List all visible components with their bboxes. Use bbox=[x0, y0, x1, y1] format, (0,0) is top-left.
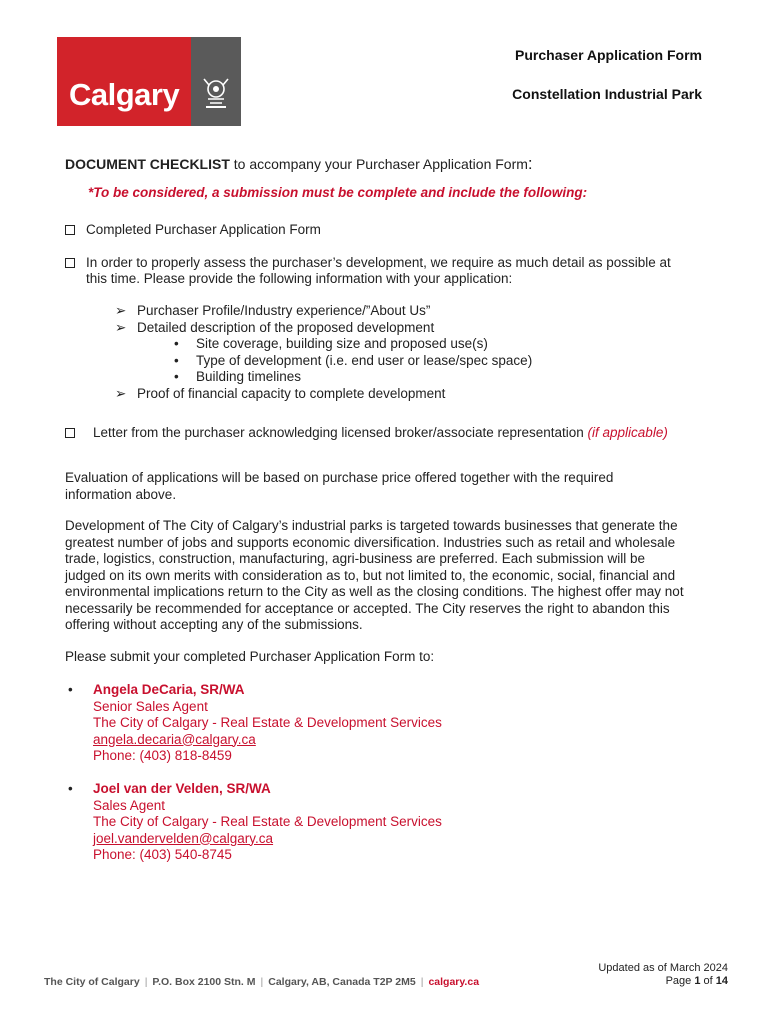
footer-location: Calgary, AB, Canada T2P 2M5 bbox=[268, 976, 416, 988]
page-info bbox=[598, 962, 728, 988]
footer-org: The City of Calgary bbox=[44, 976, 140, 988]
checklist-heading-rest: to accompany your Purchaser Application Form bbox=[229, 156, 528, 172]
page-number: Page 1 of 14 bbox=[665, 975, 728, 987]
city-crest-icon bbox=[200, 73, 232, 113]
checklist-heading bbox=[65, 154, 533, 174]
contact-name: Joel van der Velden, SR/WA bbox=[93, 781, 271, 796]
submission-notice: *To be considered, a submission must be complete and include the following: bbox=[88, 185, 588, 200]
dot-bullet-icon: • bbox=[68, 682, 73, 697]
contact-email-link[interactable]: angela.decaria@calgary.ca bbox=[93, 731, 256, 747]
contact-name: Angela DeCaria, SR/WA bbox=[93, 682, 245, 697]
checklist-heading-colon: : bbox=[527, 154, 533, 173]
paragraph-line: trade, logistics, construction, manufacturing, agri-business are preferred. Each submission will be bbox=[65, 551, 646, 566]
paragraph-line: necessarily be recommended for acceptance or accepted. The City reserves the right to abandon this bbox=[65, 600, 670, 616]
footer-address: The City of Calgary | P.O. Box 2100 Stn. M | Calgary, AB, Canada T2P 2M5 | calgary.ca bbox=[44, 976, 480, 988]
updated-date: Updated as of March 2024 bbox=[598, 962, 728, 974]
logo-text: Calgary bbox=[69, 77, 180, 112]
checklist-item-broker bbox=[93, 425, 668, 442]
crest-panel bbox=[191, 37, 241, 126]
paragraph-line: environmental implications return to the City as well as the closing conditions. The highest offer may not bbox=[65, 584, 684, 599]
contact-email-link[interactable]: joel.vandervelden@calgary.ca bbox=[93, 830, 274, 846]
arrow-bullet-icon: ➢ bbox=[115, 386, 127, 401]
calgary-logo bbox=[57, 37, 191, 126]
checkbox-broker-letter[interactable] bbox=[65, 428, 75, 438]
paragraph-line: Evaluation of applications will be based on purchase price offered together with the required bbox=[65, 470, 614, 485]
evaluation-paragraph bbox=[65, 470, 613, 503]
checklist-item-label: In order to properly assess the purchaser’s development, we require as much detail as possible at bbox=[86, 255, 671, 270]
park-name: Constellation Industrial Park bbox=[512, 86, 702, 102]
paragraph-line: information above. bbox=[65, 486, 177, 502]
contact-title: Senior Sales Agent bbox=[93, 698, 208, 714]
contact-card bbox=[93, 682, 442, 765]
footer-box: P.O. Box 2100 Stn. M bbox=[152, 976, 256, 988]
dot-bullet-icon: • bbox=[174, 369, 179, 384]
dot-bullet-icon: • bbox=[174, 336, 179, 351]
development-paragraph bbox=[65, 518, 684, 634]
contact-org: The City of Calgary - Real Estate & Development Services bbox=[93, 814, 442, 829]
sublist-item: Proof of financial capacity to complete development bbox=[137, 386, 446, 401]
checklist-item-label: Completed Purchaser Application Form bbox=[86, 222, 321, 237]
paragraph-line: greatest number of jobs and supports economic diversification. Industries such as retail and wholesale bbox=[65, 534, 676, 550]
dot-bullet-icon: • bbox=[174, 353, 179, 368]
form-title: Purchaser Application Form bbox=[515, 47, 702, 63]
sublist-subitem: Building timelines bbox=[196, 369, 302, 384]
checklist-heading-bold: DOCUMENT CHECKLIST bbox=[65, 156, 230, 172]
contact-phone: Phone: (403) 818-8459 bbox=[93, 748, 232, 763]
sublist-subitem: Site coverage, building size and proposed use(s) bbox=[196, 336, 488, 351]
checkbox-application-form[interactable] bbox=[65, 225, 75, 235]
contact-title: Sales Agent bbox=[93, 797, 166, 813]
dot-bullet-icon: • bbox=[68, 781, 73, 796]
checklist-item-label: this time. Please provide the following information with your application: bbox=[86, 271, 513, 286]
checkbox-development-detail[interactable] bbox=[65, 258, 75, 268]
contact-org: The City of Calgary - Real Estate & Development Services bbox=[93, 715, 442, 730]
checklist-item-label: Letter from the purchaser acknowledging licensed broker/associate representation bbox=[93, 425, 588, 440]
submit-instruction: Please submit your completed Purchaser Application Form to: bbox=[65, 649, 435, 664]
footer-website-link[interactable]: calgary.ca bbox=[428, 976, 480, 988]
if-applicable-note: (if applicable) bbox=[587, 425, 668, 440]
contact-card bbox=[93, 781, 442, 864]
paragraph-line: offering without accepting any of the submissions. bbox=[65, 617, 363, 632]
arrow-bullet-icon: ➢ bbox=[115, 303, 127, 318]
sublist-subitem: Type of development (i.e. end user or lease/spec space) bbox=[196, 353, 533, 368]
paragraph-line: Development of The City of Calgary’s industrial parks is targeted towards businesses that generate the bbox=[65, 518, 678, 533]
paragraph-line: judged on its own merits with consideration as to, but not limited to, the economic, social, financial and bbox=[65, 567, 676, 583]
arrow-bullet-icon: ➢ bbox=[115, 320, 127, 335]
sublist-item: Purchaser Profile/Industry experience/”About Us” bbox=[137, 303, 431, 318]
contact-phone: Phone: (403) 540-8745 bbox=[93, 847, 232, 862]
sublist-item: Detailed description of the proposed development bbox=[137, 320, 435, 335]
